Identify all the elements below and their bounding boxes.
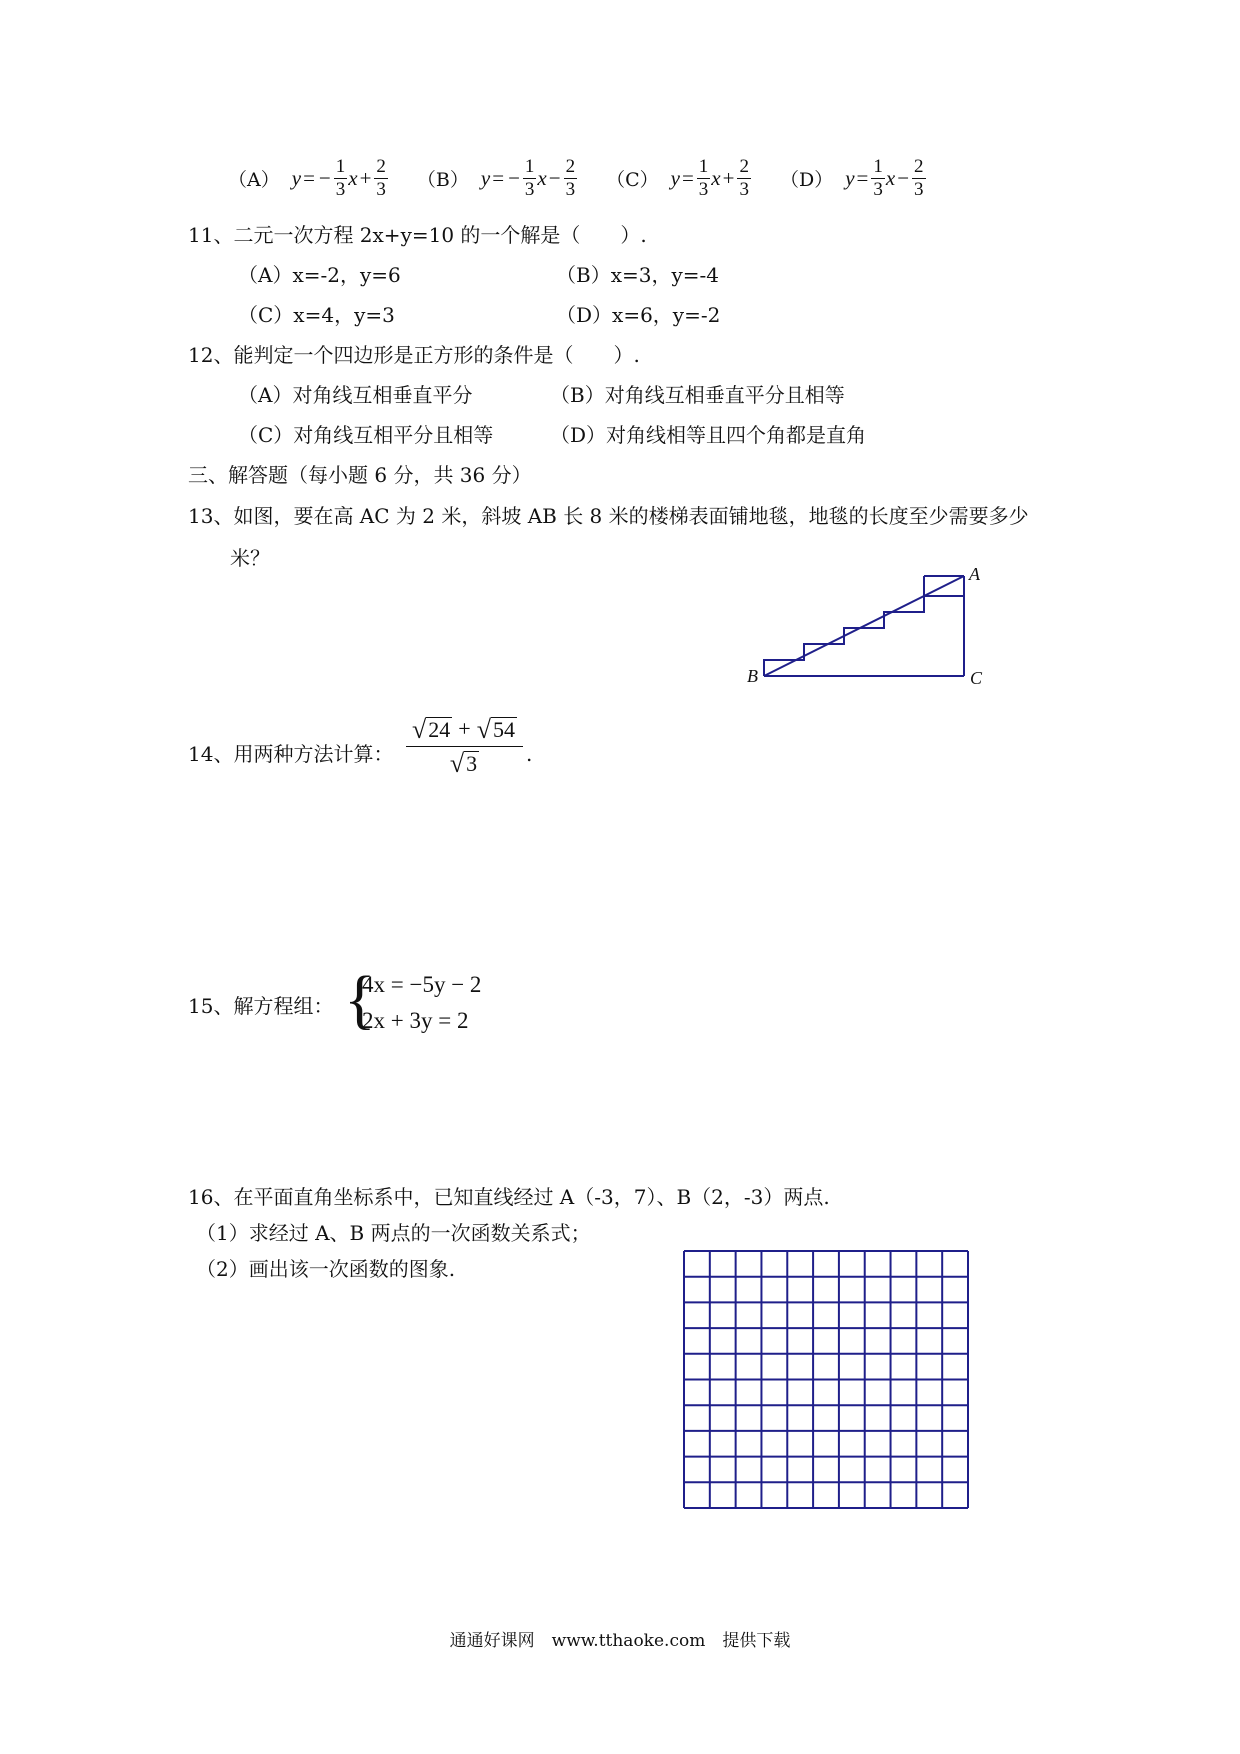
q11-option-c: （C）x=4，y=3 [238, 303, 395, 327]
q12-option-c: （C）对角线互相平分且相等 [238, 423, 494, 447]
slope-ab [764, 576, 964, 676]
q15-eq1: 4x = −5y − 2 [362, 972, 482, 997]
q12-option-a: （A）对角线互相垂直平分 [238, 383, 473, 407]
q13-line1: 13、如图，要在高 AC 为 2 米，斜坡 AB 长 8 米的楼梯表面铺地毯，地毯的长度至少需要多少 [188, 504, 1029, 528]
q11-option-b: （B）x=3，y=-4 [556, 263, 719, 287]
q12-option-b: （B）对角线互相垂直平分且相等 [550, 383, 845, 407]
q10-option-d: （D） y = $\frac{1}{3}$ x − $\frac{2}{3}$ [780, 156, 927, 201]
label-b: B [747, 666, 758, 686]
q10-formula-c: y = $\frac{1}{3}$ x + $\frac{2}{3}$ [670, 156, 749, 200]
q10-option-a: （A） y = − $\frac{1}{3}$ x + $\frac{2}{3}$ [228, 156, 389, 201]
q14-stem: 14、用两种方法计算： [188, 742, 394, 766]
coordinate-grid [683, 1250, 969, 1509]
brace: { [344, 963, 376, 1036]
stair-steps [764, 596, 964, 676]
q10-formula-b: y = − $\frac{1}{3}$ x − $\frac{2}{3}$ [480, 156, 576, 200]
q12-stem: 12、能判定一个四边形是正方形的条件是（ ）. [188, 343, 640, 367]
q15-stem: 15、解方程组： [188, 994, 334, 1018]
q11-option-a: （A）x=-2，y=6 [238, 263, 401, 287]
staircase-figure [740, 560, 990, 690]
q11-stem: 11、二元一次方程 2x+y=10 的一个解是（ ）. [188, 223, 647, 247]
label-a: A [969, 564, 980, 584]
q10-options [228, 156, 955, 201]
q10-option-c: （C） y = $\frac{1}{3}$ x + $\frac{2}{3}$ [606, 156, 752, 201]
q16-stem: 16、在平面直角坐标系中，已知直线经过 A（-3，7）、B（2，-3）两点. [188, 1185, 830, 1209]
q11-option-d: （D）x=6，y=-2 [556, 303, 721, 327]
page-footer: 通通好课网 www.tthaoke.com 提供下载 [449, 1631, 791, 1651]
q16-part1: （1）求经过 A、B 两点的一次函数关系式； [196, 1221, 591, 1245]
q13-line2: 米？ [230, 546, 270, 570]
q16-part2: （2）画出该一次函数的图象. [196, 1257, 456, 1281]
q10-formula-a: y = − $\frac{1}{3}$ x + $\frac{2}{3}$ [291, 156, 386, 200]
q12-option-d: （D）对角线相等且四个角都是直角 [550, 423, 867, 447]
label-c: C [970, 668, 983, 688]
section-heading: 三、解答题（每小题 6 分，共 36 分） [188, 463, 532, 487]
q15-eq2: 2x + 3y = 2 [362, 1008, 469, 1033]
q10-option-b: （B） y = − $\frac{1}{3}$ x − $\frac{2}{3}$ [417, 156, 578, 201]
q14-expression: √ 24 + √ 54 √ 3 [406, 716, 523, 776]
q10-formula-d: y = $\frac{1}{3}$ x − $\frac{2}{3}$ [845, 156, 924, 200]
